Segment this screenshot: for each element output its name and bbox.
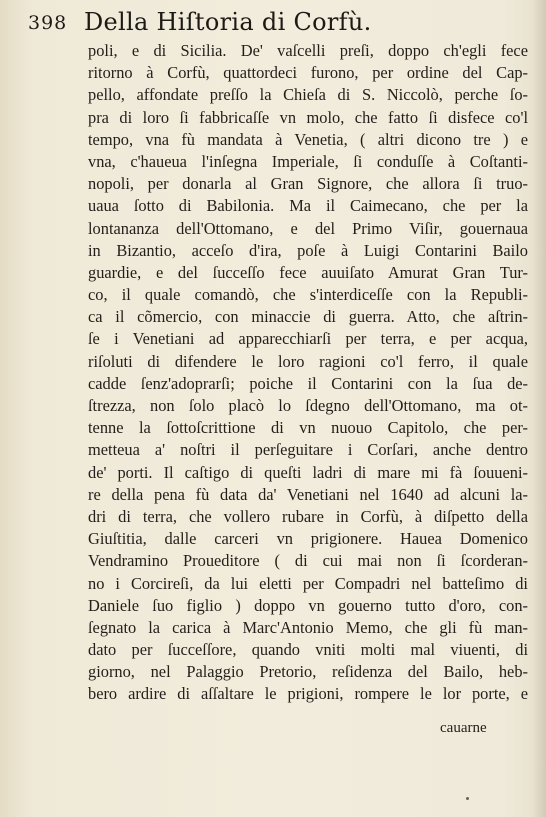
text-line: riſoluti di difendere le loro ragioni co'l ferro, il quale — [88, 351, 528, 371]
text-line: de' porti. Il caſtigo di queſti ladri di mare mi fà ſouueni- — [88, 462, 528, 482]
text-line: pello, affondate preſſo la Chieſa di S. Niccolò, perche ſo- — [88, 85, 528, 105]
text-line: Daniele ſuo figlio ) doppo vn gouerno tutto d'oro, con- — [88, 595, 528, 615]
text-line: tempo, vna fù mandata à Venetia, ( altri dicono tre ) e — [88, 129, 528, 149]
running-head: Della Hiſtoria di Corfù. — [84, 8, 372, 36]
body-text — [88, 40, 528, 706]
text-line: ſtrezza, non ſolo placò lo ſdegno dell'Ottomano, ma ot- — [88, 396, 528, 415]
text-line: metteua a' noſtri il perſeguitare i Corſari, anche dentro — [88, 440, 528, 460]
text-line: guardie, e del ſucceſſo fece auuiſato Amurat Gran Tur- — [88, 262, 528, 282]
text-line: poli, e di Sicilia. De' vaſcelli preſi, doppo ch'egli fece — [88, 41, 528, 60]
text-line: nopoli, per donarla al Gran Signore, che allora ſi truo- — [88, 174, 528, 194]
text-line: Vendramino Proueditore ( di cui mai non ſi ſcorderan- — [88, 551, 528, 571]
text-line: cadde ſenz'adoprarſi; poiche il Contarini con la ſua de- — [88, 373, 528, 393]
page-header — [28, 8, 528, 38]
text-line: dato per ſucceſſore, quando vniti molti mal viuenti, di — [88, 640, 528, 660]
text-line: pra di loro ſi fabbricaſſe vn molo, che fatto ſi disfece co'l — [88, 107, 528, 127]
text-line: vna, c'haueua l'inſegna Imperiale, ſi conduſſe à Coſtanti- — [88, 151, 528, 171]
text-line: in Bizantio, acceſo d'ira, poſe à Luigi Contarini Bailo — [88, 240, 528, 260]
text-line: dri di terra, che vollero rubare in Corfù, à diſpetto della — [88, 506, 528, 526]
text-line: lontananza dell'Ottomano, e del Primo Viſir, gouernaua — [88, 218, 528, 238]
text-line: no i Corcireſi, da lui eletti per Compadri nel batteſimo di — [88, 573, 528, 593]
text-line: ritorno à Corfù, quattordeci furono, per ordine del Cap- — [88, 63, 528, 83]
text-line: re della pena fù data da' Venetiani nel 1640 ad alcuni la- — [88, 484, 528, 504]
text-line: ſegnato la carica à Marc'Antonio Memo, che gli fù man- — [88, 617, 528, 637]
text-line: uaua ſotto di Babilonia. Ma il Caimecano, che per la — [88, 196, 528, 216]
text-line: ca il cõmercio, con minaccie di guerra. Atto, che aſtrin- — [88, 307, 528, 327]
text-line: Giuſtitia, dalle carceri vn prigionere. Haueа Domenico — [88, 529, 528, 549]
text-line: co, il quale comandò, che s'interdiceſſe con la Republi- — [88, 285, 528, 305]
text-line: giorno, nel Palaggio Pretorio, reſidenza del Bailo, heb- — [88, 662, 528, 682]
text-line: bero ardire di aſſaltare le prigioni, rompere le lor porte, e — [88, 684, 528, 704]
paper-speck — [466, 797, 469, 800]
catchword: cauarne — [440, 720, 487, 736]
page-number: 398 — [28, 12, 68, 34]
text-line: tenne la ſottoſcrittione di vn nuouo Capitolo, che per- — [88, 418, 528, 438]
text-line: ſe i Venetiani ad apparecchiarſi per terra, e per acqua, — [88, 329, 528, 349]
page-edge-shadow — [532, 0, 546, 817]
